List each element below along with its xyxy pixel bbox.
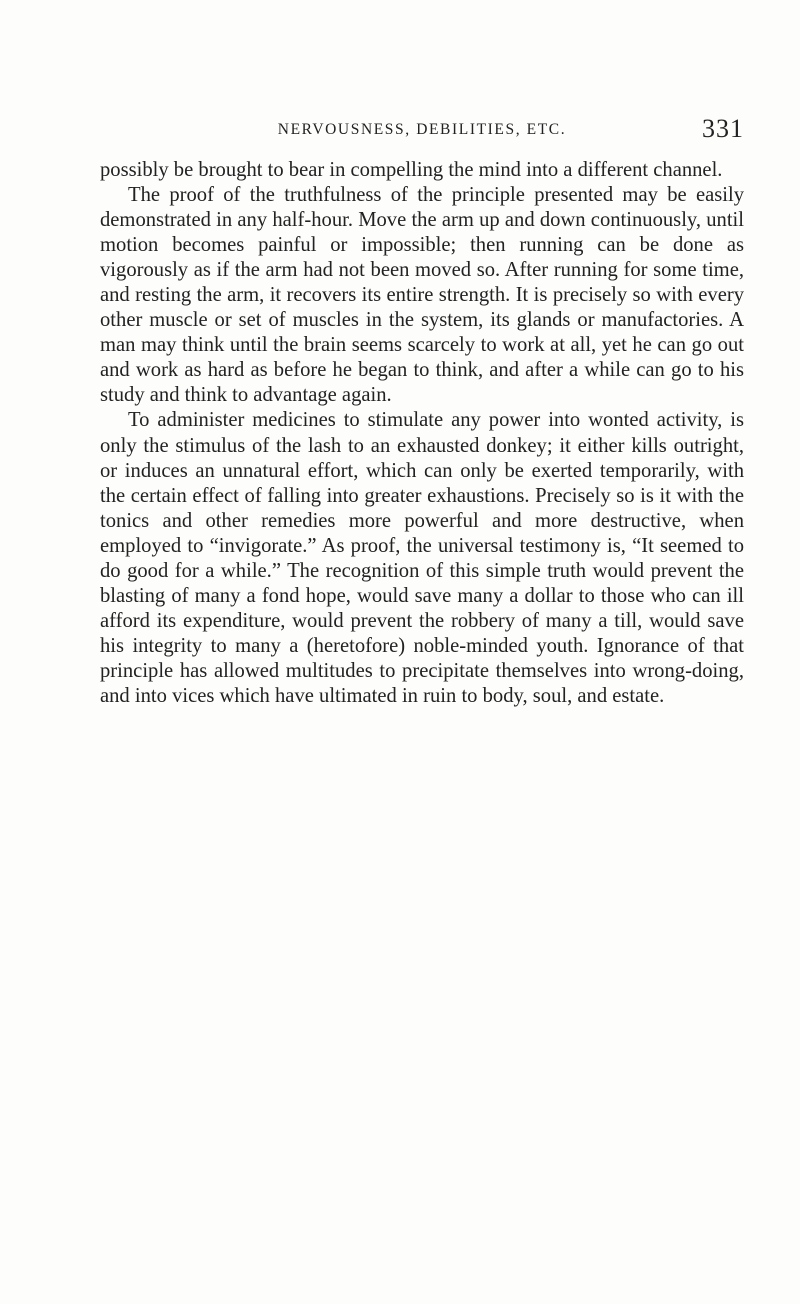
page-number: 331 [702,114,744,143]
paragraph-medicines: To administer medicines to stimulate any power into wonted activity, is only the stimulus of the lash to an exhausted donkey; it either kills outright, or induces an unnatural effort, which can only be exerted temporarily, with the certain effect of falling into greater exhaustions. Precisely so is it with the tonics and other remedies more powerful and more destructive, when employed to “invigorate.” As proof, the universal testimony is, “It seemed to do good for a while.” The recognition of this simple truth would prevent the blasting of many a fond hope, would save many a dollar to those who can ill afford its expenditure, would prevent the robbery of many a till, would save his integrity to many a (heretofore) noble-minded youth. Ignorance of that principle has allowed multitudes to precipitate themselves into wrong-doing, and into vices which have ultimated in ruin to body, soul, and estate. [100,409,744,707]
page-header [98,114,746,143]
paragraph-proof: The proof of the truthfulness of the principle presented may be easily demonstrated in any half-hour. Move the arm up and down continuously, until motion becomes painful or impossible; then running can be done as vigorously as if the arm had not been moved so. After running for some time, and resting the arm, it recovers its entire strength. It is precisely so with every other muscle or set of muscles in the system, its glands or manufactories. A man may think until the brain seems scarcely to work at all, yet he can go out and work as hard as before he began to think, and after a while can go to his study and think to advantage again. [100,184,744,407]
body-text [100,158,744,709]
running-head: NERVOUSNESS, DEBILITIES, ETC. [277,121,567,138]
paragraph-continuation: possibly be brought to bear in compelling the mind into a different channel. [100,159,723,181]
